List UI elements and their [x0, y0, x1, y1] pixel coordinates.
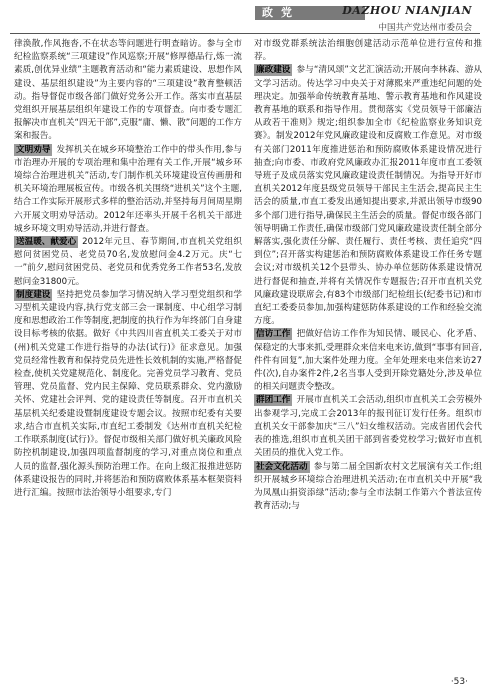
paragraph: [14, 289, 242, 500]
subsection-heading: 送温暖、献爱心: [16, 237, 77, 248]
paragraph: [254, 461, 482, 514]
paragraph-text: 把做好信访工作作为知民情、暖民心、化矛盾、保稳定的大事来抓,受理群众来信来电来访,做到“事事有回音,件件有回复”,加大案件处理力度。全年处理来电来信来访27件(次),自办案件2件,2名当事人受到开除党籍处分,涉及单位的相关问题责令整改。: [254, 329, 482, 393]
paragraph: [14, 236, 242, 289]
yearbook-title: DAZHOU NIANJIAN: [342, 4, 472, 17]
paragraph-text: 参与“清风颂”文艺汇演活动;开展向李林森、游从文学习活动。传达学习中央关于对薄熙来严重违纪问题的处理决定。加强举命传统教育基地、警示教育基地和作风建设教育基地的联系和指导作用。贯彻落实《党员领导干部廉洁从政若干准则》规定;组织参加全市《纪检监察业务知识竞赛》。制发2012年党风廉政建设和反腐败工作意见。对市级有关部门2011年度推进惩治和预防腐败体系建设情况进行抽查;向市委、市政府党风廉政办汇报2011年度市直工委领导班子及成员落实党风廉政建设责任制情况。为指导开好市直机关2012年度县级党员领导干部民主生活会,提高民主生活会的质量,市直工委发出通知提出要求,并派出领导市级90多个部门进行指导,确保民主生活会的质量。督促市级各部门领导明确工作责任,确保市级部门党风廉政建设责任制全部分解落实,强化责任分解、责任履行、责任考核、责任追究“四到位”;召开落实构建惩治和预防腐败体系建设工作任务专题会议;对市级机关12个县带头、协办单位惩防体系建设情况进行督促和抽查,并将有关情况作专题报告;召开市直机关党风廉政建设联席会,有83个市级部门纪检组长(纪委书记)和市直纪工委委员参加,加强构建惩防体系建设的工作和经验交流方度。: [254, 65, 482, 327]
paragraph: [254, 38, 482, 64]
paragraph: [14, 38, 242, 144]
paragraph-text: 开展市直机关工会活动,组织市直机关工会劳模外出参观学习,完成工会2013年的报刊征订发行任务。组织市直机关女干部参加庆“三八”妇女维权活动。完成省团代会代表的推选,组织市直机关团干部到省委党校学习;做好市直机关团员的推优入党工作。: [254, 395, 482, 459]
subsection-heading: 制度建设: [16, 289, 51, 300]
yearbook-subtitle: 中国共产党达州市委员会: [378, 23, 472, 33]
paragraph-text: 发挥机关在城乡环境整治工作中的带头作用,参与市治理办开展的专项治理和集中治理有关工作,开展“城乡环境综合治理进机关”活动,专门制作机关环境建设宣传画册和机关环境治理展板宣传。市级各机关围绕“进机关”这个主题,结合工作实际开展形式多样的整治活动,并坚持每月间周星期六开展文明劝导活动。2012年还率头开展千名机关干部进城乡环境文明劝导活动,并进行督查。: [14, 144, 242, 234]
paragraph: [254, 328, 482, 394]
paragraph-text: 2012年元旦、春节期间,市直机关党组织慰问贫困党员、老党员70名,发放慰问金4.2万元。庆“七一”前夕,慰问贫困党员、老党员和优秀党务工作者53名,发放慰问金31800元。: [14, 237, 242, 287]
page-number: ·53·: [450, 677, 468, 687]
paragraph-text: 对市级党群系统法治细胞创建活动示范单位进行宣传和推荐。: [254, 39, 482, 63]
subsection-heading: 社会文化活动: [256, 461, 308, 472]
header-rule: [10, 33, 480, 34]
section-label: 政党: [262, 6, 300, 19]
paragraph: [254, 64, 482, 328]
subsection-heading: 廉政建设: [256, 65, 291, 76]
paragraph: [254, 394, 482, 460]
paragraph-text: 参与第二届全国新农村文艺展演有关工作;组织开展城乡环境综合治理进机关活动;在市直机关中开展“我为凤凰山捐资添绿”活动;参与全市法制工作第六个普法宣传教育活动;与: [254, 461, 482, 512]
right-column: [254, 38, 482, 666]
subsection-heading: 文明劝导: [16, 144, 51, 155]
running-header: [0, 0, 490, 36]
subsection-heading: 群团工作: [256, 395, 291, 406]
paragraph-text: 坚持把党员参加学习情况纳入学习型党组织和学习型机关建设内容,执行党支部三会一课制度、中心组学习制度和思想政治工作等制度,把制度的执行作为年终部门自身建设目标考核的依据。做好《中共四川省直机关工委关于对市(州)机关党建工作进行指导的办法(试行)》征求意见。加强党员经常性教育和保持党员先进性长效机制的实施,严格督促检查,使机关党建规范化、制度化。完善党员学习教育、党员管理、党员监督、党内民主保障、党员联系群众、党内激励关怀、党建社会评判、党的建设责任等制度。召开市直机关基层机关纪委建设暨制度建设专题会议。按照市纪委有关要求,结合市直机关实际,市直纪工委制发《达州市直机关纪检工作联系制度(试行)》。督促市级相关部门做好机关廉政风险防控机制建设,加强四项监督制度的学习,对重点岗位和重点人员的监督,强化源头预防治理工作。在向上级汇报推进惩防体系建设报告的同时,并将惩治和预防腐败体系基本框架资料进行汇编。按照市法治领导小组要求,专门: [14, 289, 242, 498]
paragraph-text: 律涣散,作风拖沓,不在状态等问题进行明查暗访。参与全市纪检监察系统“三项建设”作风巡察;开展“修厚德品行,炼一流素质,创优异业绩”主题教育活动和“能力素质建设、思想作风建设、基层组织建设”为主要内容的“三项建设”教育整顿活动。指导督促市级各部门做好党务公开工作。落实市直基层党组织开展基层组织年建设工作的专项督查。向市委专题汇报解决市直机关“四无干部”,克服“庸、懒、散”问题的工作方案和报告。: [14, 39, 242, 142]
subsection-heading: 信访工作: [256, 329, 291, 340]
left-column: [14, 38, 242, 666]
paragraph: [14, 144, 242, 236]
